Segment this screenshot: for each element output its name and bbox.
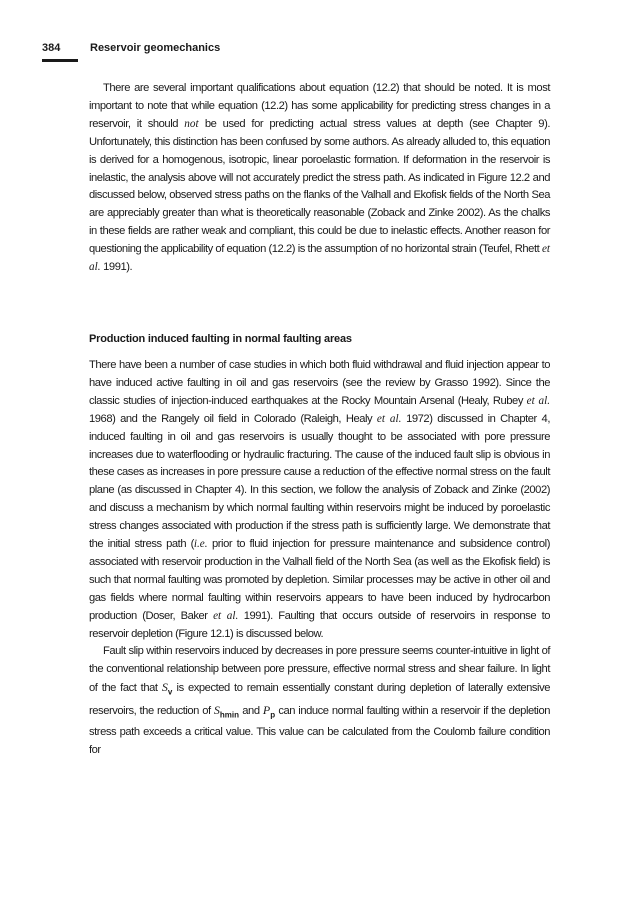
paragraph-qualifications: There are several important qualifications about equation (12.2) that should be noted. It is most important to note that while equation (12.2) has some applicability for predicting stress changes in a reservoir, it should not be used for predicting actual stress values at depth (see Chapter 9). Unfortunately, this distinction has been confused by some authors. As already alluded to, this equation is derived for a homogenous, isotropic, linear poroelastic formation. If deformation in the reservoir is inelastic, the analysis above will not accurately predict the stress path. As indicated in Figure 12.2 and discussed below, observed stress paths on the flanks of the Valhall and Ekofisk fields of the North Sea are appreciably greater than what is theoretically reasonable (Zoback and Zinke 2002). As the chalks in these fields are rather weak and compliant, this could be due to inelastic effects. Another reason for questioning the applicability of equation (12.2) is the assumption of no horizontal strain (Teufel, Rhett et al. 1991). (89, 82, 551, 274)
paragraph-fault-slip: Fault slip within reservoirs induced by decreases in pore pressure seems counter-intuitive in light of the conventional relationship between pore pressure, effective normal stress and shear failure. In light of the fact that $S_v$ is expected to remain essentially constant during depletion of laterally extensive reservoirs, the reduction of $S_{hmin}$ and $P_p$ can induce normal faulting within a reservoir if the depletion stress path exceeds a critical value. This value can be calculated from the Coulomb failure condition for (89, 645, 551, 756)
citation-et-al: et al. (376, 412, 402, 425)
section-heading: Production induced faulting in normal faulting areas (89, 332, 352, 345)
symbol-sv: $S_v$ (161, 680, 173, 697)
citation-et-al: et al. (89, 243, 551, 274)
symbol-shmin: $S_{hmin}$ (213, 702, 240, 719)
emphasis-ie: i.e. (193, 538, 208, 551)
header-rule (42, 59, 78, 62)
page-number: 384 (42, 42, 61, 54)
citation-et-al: et al. (526, 394, 550, 407)
running-title: Reservoir geomechanics (90, 42, 221, 54)
page-body (89, 80, 550, 760)
symbol-pp: $P_p$ (262, 702, 276, 719)
page-header (42, 42, 562, 66)
citation-et-al: et al. (213, 609, 239, 622)
emphasis-not: not (184, 117, 199, 130)
paragraph-case-studies: There have been a number of case studies in which both fluid withdrawal and fluid injection appear to have induced active faulting in oil and gas reservoirs (see the review by Grasso 1992). Since the classic studies of injection-induced earthquakes at the Rocky Mountain Arsenal (Healy, Rubey et al. 1968) and the Rangely oil field in Colorado (Raleigh, Healy et al. 1972) discussed in Chapter 4, induced faulting in oil and gas reservoirs is usually thought to be associated with pore pressure increases due to waterflooding or hydraulic fracturing. The cause of the induced fault slip is obvious in these cases as increases in pore pressure cause a reduction of the effective normal stress on the fault plane (as discussed in Chapter 4). In this section, we follow the analysis of Zoback and Zinke (2002) and discuss a mechanism by which normal faulting within reservoirs might be induced by poroelastic stress changes associated with production if the stress path is sufficiently large. We demonstrate that the initial stress path (i.e. prior to fluid injection for pressure maintenance and subsidence control) associated with reservoir production in the Valhall field of the North Sea (as well as the Ekofisk field) is such that normal faulting was promoted by depletion. Similar processes may be active in other oil and gas fields where normal faulting within reservoirs appears to have been induced by hydrocarbon production (Doser, Baker et al. 1991). Faulting that occurs outside of reservoirs in response to reservoir depletion (Figure 12.1) is discussed below. (89, 358, 550, 640)
